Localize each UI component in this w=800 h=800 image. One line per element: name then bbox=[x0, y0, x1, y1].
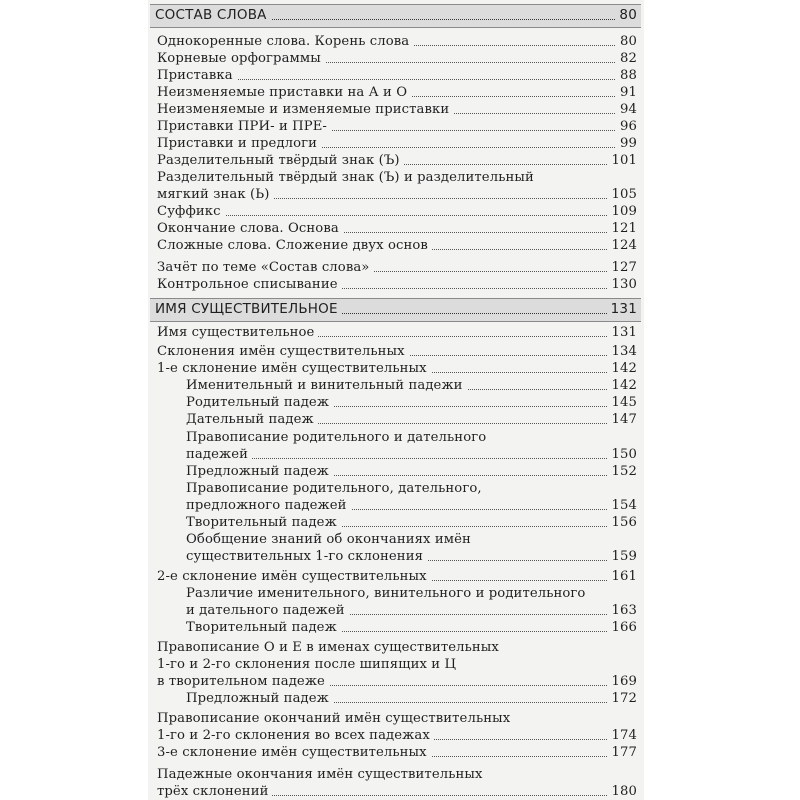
toc-subentry-continued[interactable] bbox=[186, 531, 637, 548]
entry-title: Творительный падеж bbox=[186, 619, 341, 636]
entry-title: Приставки ПРИ- и ПРЕ- bbox=[157, 118, 331, 135]
page-number: 109 bbox=[608, 203, 637, 220]
page-number: 96 bbox=[616, 118, 637, 135]
toc-entry-continued[interactable] bbox=[157, 169, 637, 186]
page-number: 161 bbox=[608, 568, 637, 585]
toc-entry[interactable] bbox=[157, 343, 637, 360]
entry-title: Правописание родительного и дательного bbox=[186, 429, 490, 446]
page-number: 91 bbox=[616, 84, 637, 101]
toc-subentry-continued[interactable] bbox=[186, 480, 637, 497]
toc-subentry[interactable] bbox=[186, 411, 637, 428]
toc-entry-continued[interactable] bbox=[157, 656, 637, 673]
toc-entry[interactable] bbox=[157, 727, 637, 744]
page-number: 156 bbox=[608, 514, 637, 531]
entry-title: Правописание окончаний имён существительных bbox=[157, 710, 514, 727]
toc-entry[interactable] bbox=[157, 67, 637, 84]
toc-entry[interactable] bbox=[157, 33, 637, 50]
entry-title: Имя существительное bbox=[157, 324, 318, 341]
toc-entry[interactable] bbox=[157, 744, 637, 761]
page-number: 101 bbox=[608, 152, 637, 169]
leader-dots bbox=[157, 203, 637, 216]
entry-title: мягкий знак (Ь) bbox=[157, 186, 273, 203]
entry-title: Неизменяемые приставки на А и О bbox=[157, 84, 411, 101]
toc-subentry-continued[interactable] bbox=[186, 429, 637, 446]
toc-entry[interactable] bbox=[157, 186, 637, 203]
toc-subentry[interactable] bbox=[186, 497, 637, 514]
toc-entry[interactable] bbox=[157, 324, 637, 341]
page-number: 124 bbox=[608, 237, 637, 254]
toc-entry-continued[interactable] bbox=[157, 766, 637, 783]
entry-title: Обобщение знаний об окончаниях имён bbox=[186, 531, 475, 548]
toc-entry-continued[interactable] bbox=[157, 639, 637, 656]
entry-title: Суффикс bbox=[157, 203, 225, 220]
entry-title: Падежные окончания имён существительных bbox=[157, 766, 487, 783]
entry-title: Однокоренные слова. Корень слова bbox=[157, 33, 413, 50]
toc-entry[interactable] bbox=[157, 276, 637, 293]
toc-subentry[interactable] bbox=[186, 377, 637, 394]
entry-title: 3-е склонение имён существительных bbox=[157, 744, 431, 761]
toc-entry[interactable] bbox=[157, 259, 637, 276]
page-number: 131 bbox=[607, 301, 637, 318]
toc-entry[interactable] bbox=[157, 220, 637, 237]
toc-entry[interactable] bbox=[157, 673, 637, 690]
toc-subentry[interactable] bbox=[186, 619, 637, 636]
page-number: 152 bbox=[608, 463, 637, 480]
toc-entry[interactable] bbox=[157, 783, 637, 800]
page-number: 142 bbox=[608, 360, 637, 377]
entry-title: Разделительный твёрдый знак (Ъ) bbox=[157, 152, 404, 169]
toc-entry[interactable] bbox=[157, 203, 637, 220]
page-number: 105 bbox=[608, 186, 637, 203]
entry-title: падежей bbox=[186, 446, 252, 463]
entry-title: Родительный падеж bbox=[186, 394, 333, 411]
entry-title: предложного падежей bbox=[186, 497, 351, 514]
toc-entry[interactable] bbox=[157, 360, 637, 377]
toc-subentry[interactable] bbox=[186, 394, 637, 411]
toc-subentry[interactable] bbox=[186, 548, 637, 565]
page-number: 131 bbox=[608, 324, 637, 341]
toc-entry[interactable] bbox=[157, 568, 637, 585]
entry-title: Предложный падеж bbox=[186, 690, 333, 707]
toc-entry[interactable] bbox=[157, 152, 637, 169]
entry-title: Именительный и винительный падежи bbox=[186, 377, 467, 394]
page-number: 130 bbox=[608, 276, 637, 293]
toc-entry-continued[interactable] bbox=[157, 710, 637, 727]
toc-subentry-continued[interactable] bbox=[186, 585, 637, 602]
entry-title: Предложный падеж bbox=[186, 463, 333, 480]
section-title: СОСТАВ СЛОВА bbox=[155, 7, 271, 24]
entry-title: трёх склонений bbox=[157, 783, 272, 800]
entry-title: 1-го и 2-го склонения во всех падежах bbox=[157, 727, 434, 744]
entry-title: Склонения имён существительных bbox=[157, 343, 409, 360]
entry-title: Неизменяемые и изменяемые приставки bbox=[157, 101, 453, 118]
entry-title: 1-е склонение имён существительных bbox=[157, 360, 431, 377]
toc-entry[interactable] bbox=[157, 118, 637, 135]
toc-entry[interactable] bbox=[157, 101, 637, 118]
page-number: 82 bbox=[616, 50, 637, 67]
entry-title: Корневые орфограммы bbox=[157, 50, 325, 67]
entry-title: Приставка bbox=[157, 67, 237, 84]
toc-subentry[interactable] bbox=[186, 463, 637, 480]
page-number: 94 bbox=[616, 101, 637, 118]
page-number: 147 bbox=[608, 411, 637, 428]
entry-title: 2-е склонение имён существительных bbox=[157, 568, 431, 585]
page-number: 80 bbox=[615, 7, 637, 24]
page-number: 169 bbox=[608, 673, 637, 690]
entry-title: существительных 1-го склонения bbox=[186, 548, 427, 565]
toc-section-heading[interactable] bbox=[155, 301, 637, 318]
page-number: 180 bbox=[608, 783, 637, 800]
page-number: 172 bbox=[608, 690, 637, 707]
toc-entry[interactable] bbox=[157, 84, 637, 101]
entry-title: Приставки и предлоги bbox=[157, 135, 321, 152]
page-number: 145 bbox=[608, 394, 637, 411]
toc-entry[interactable] bbox=[157, 135, 637, 152]
entry-title: Различие именительного, винительного и родительного bbox=[186, 585, 589, 602]
page-number: 121 bbox=[608, 220, 637, 237]
page-number: 159 bbox=[608, 548, 637, 565]
toc-subentry[interactable] bbox=[186, 446, 637, 463]
page-number: 163 bbox=[608, 602, 637, 619]
entry-title: и дательного падежей bbox=[186, 602, 349, 619]
page-number: 174 bbox=[608, 727, 637, 744]
page-number: 99 bbox=[616, 135, 637, 152]
entry-title: Правописание родительного, дательного, bbox=[186, 480, 486, 497]
leader-dots bbox=[186, 446, 637, 459]
page-number: 88 bbox=[616, 67, 637, 84]
page-number: 150 bbox=[608, 446, 637, 463]
entry-title: Разделительный твёрдый знак (Ъ) и разделительный bbox=[157, 169, 538, 186]
section-title: ИМЯ СУЩЕСТВИТЕЛЬНОЕ bbox=[155, 301, 342, 318]
page-number: 127 bbox=[608, 259, 637, 276]
toc-entry[interactable] bbox=[157, 50, 637, 67]
page-number: 166 bbox=[608, 619, 637, 636]
entry-title: 1-го и 2-го склонения после шипящих и Ц bbox=[157, 656, 460, 673]
entry-title: в творительном падеже bbox=[157, 673, 329, 690]
page-number: 80 bbox=[616, 33, 637, 50]
entry-title: Правописание О и Е в именах существительных bbox=[157, 639, 503, 656]
page-number: 154 bbox=[608, 497, 637, 514]
toc-section-heading[interactable] bbox=[155, 7, 637, 24]
toc-subentry[interactable] bbox=[186, 514, 637, 531]
page-number: 177 bbox=[608, 744, 637, 761]
entry-title: Творительный падеж bbox=[186, 514, 341, 531]
page-number: 142 bbox=[608, 377, 637, 394]
entry-title: Зачёт по теме «Состав слова» bbox=[157, 259, 373, 276]
entry-title: Окончание слова. Основа bbox=[157, 220, 343, 237]
toc-subentry[interactable] bbox=[186, 690, 637, 707]
toc-entry[interactable] bbox=[157, 237, 637, 254]
entry-title: Контрольное списывание bbox=[157, 276, 342, 293]
entry-title: Сложные слова. Сложение двух основ bbox=[157, 237, 432, 254]
page-number: 134 bbox=[608, 343, 637, 360]
toc-subentry[interactable] bbox=[186, 602, 637, 619]
entry-title: Дательный падеж bbox=[186, 411, 318, 428]
